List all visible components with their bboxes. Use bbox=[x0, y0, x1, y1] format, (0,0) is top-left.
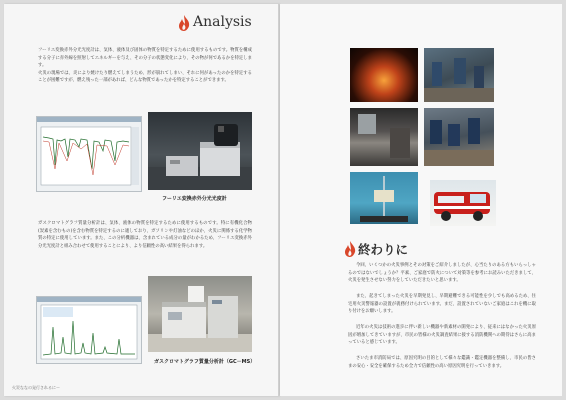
right-page bbox=[280, 4, 562, 396]
investigation-team-photo bbox=[424, 108, 494, 166]
flame-icon bbox=[344, 241, 356, 257]
burnt-room-photo bbox=[350, 108, 418, 166]
experiment-equipment-photo bbox=[350, 172, 418, 224]
page-footer: 火災ななの発行されるにー bbox=[12, 385, 60, 390]
closing-paragraph-3: 近年の火災は技術の進歩に伴い新しい機器や新素材の開発により、従来にはなかった火災原因が増加してきていますが、市民の皆様の火災調査結果に接する消防機関への期待はさらに高まっていると感じています。 bbox=[348, 325, 536, 346]
closing-paragraph-4: さいたま市消防局では、原因究明の目的として様々な鑑識・鑑定機器を整備し、市民の皆さまの安心・安全を確保するため全力で信頼性の高い原因究明を行っていきます。 bbox=[348, 356, 536, 369]
gcms-caption: ガスクロマトグラフ質量分析計（GC－MS） bbox=[154, 359, 256, 365]
investigators-debris-photo bbox=[424, 48, 494, 102]
flame-icon bbox=[178, 15, 190, 31]
ftir-description: フーリエ変換赤外分光光度計は、気体、液体及び固体の物質を特定するために使用するものです。物質を構成する分子に赤外線を照射してエネルギーを与え、その分子の状態変化により、その物が何であるかを特定します。 火災の現場では、炎により焼けたり燃えてしまうため、形が崩れてしまい、それに何があったのかを特定することが困難ですが、燃え残った一部があれば、どんな物質であったかを特定することができます。 bbox=[38, 48, 252, 84]
fire-scene-photo bbox=[350, 48, 418, 102]
fire-investigation-vehicle-photo bbox=[430, 180, 496, 226]
closing-paragraph-2: また、起きてしまった火災を早期発見し、早期避難できる可能性を少しでも高めるため、住宅用火災警報器の設置が義務付けられています。まだ、設置されていないご家庭はこれを機に取り付けをお願いします。 bbox=[348, 294, 536, 315]
section-title: Analysis bbox=[193, 14, 252, 30]
gcms-instrument-photo bbox=[148, 276, 252, 352]
ftir-spectrum-image bbox=[36, 116, 142, 192]
left-page bbox=[4, 4, 279, 396]
gcms-chromatogram-image bbox=[36, 296, 142, 364]
ftir-caption: フーリエ変換赤外分光光度計 bbox=[162, 196, 227, 202]
closing-title: 終わりに bbox=[358, 242, 409, 257]
ftir-instrument-photo bbox=[148, 112, 252, 190]
closing-paragraph-1: 今回、いくつかの火災事例とその対策をご紹介しましたが、心当たりのある方もいらっしゃるのではないでしょうか？平素、ご家庭で防火について対策等を参考にお読みいただきまして、火災を発生させない努力をしていただきたいと思います。 bbox=[348, 263, 536, 284]
gcms-description: ガスクロマトグラフ質量分析計は、気体、液体の物質を特定するために使用するものです。特に有機化合物(炭素を含むもの)を含む物質を特定するのに適しており、ガソリンや灯油などのほか、火災に関係する化学物質の特定に使用しています。また、この分析機器は、含まれている成分の量がわかるため、フーリエ変換赤外分光光度計と組み合わせて使用することにより、より信頼性の高い結果を得られます。 bbox=[38, 221, 252, 249]
